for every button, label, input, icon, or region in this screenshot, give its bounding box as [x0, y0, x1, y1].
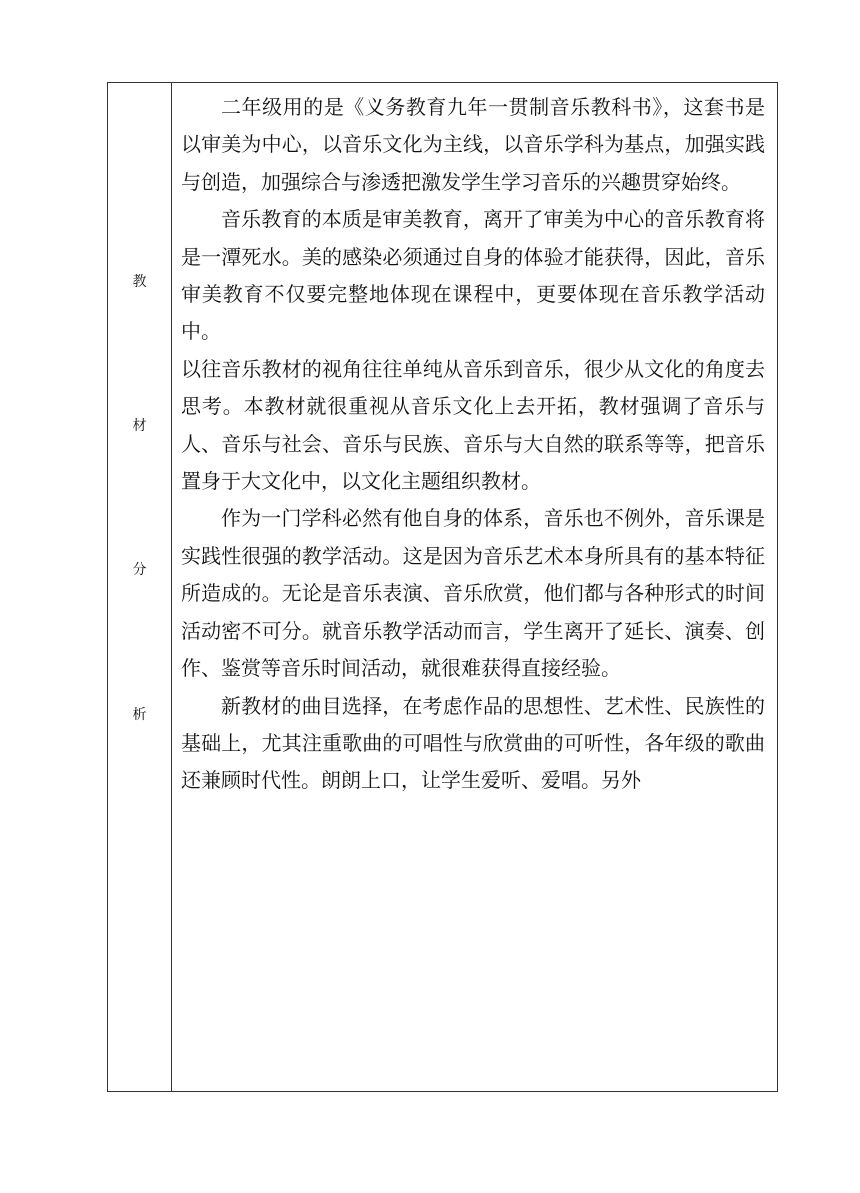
content-cell [172, 83, 777, 1091]
section-label-cell [108, 83, 172, 1091]
section-label-char: 分 [132, 562, 147, 578]
section-label-char: 教 [132, 274, 147, 290]
analysis-table [107, 82, 778, 1092]
paragraph: 以往音乐教材的视角往往单纯从音乐到音乐，很少从文化的角度去思考。本教材就很重视从音乐文化上去开拓，教材强调了音乐与人、音乐与社会、音乐与民族、音乐与大自然的联系等等，把音乐置身于大文化中，以文化主题组织教材。 [181, 356, 765, 494]
paragraph: 新教材的曲目选择，在考虑作品的思想性、艺术性、民族性的基础上，尤其注重歌曲的可唱性与欣赏曲的可听性，各年级的歌曲还兼顾时代性。朗朗上口，让学生爱听、爱唱。另外 [181, 693, 765, 793]
section-label-char: 材 [132, 418, 147, 434]
paragraph: 二年级用的是《义务教育九年一贯制音乐教科书》，这套书是以审美为中心，以音乐文化为主线，以音乐学科为基点，加强实践与创造，加强综合与渗透把激发学生学习音乐的兴趣贯穿始终。 [181, 95, 765, 194]
paragraph: 作为一门学科必然有他自身的体系，音乐也不例外，音乐课是实践性很强的教学活动。这是因为音乐艺术本身所具有的基本特征所造成的。无论是音乐表演、音乐欣赏，他们都与各种形式的时间活动密不可分。就音乐教学活动而言，学生离开了延长、演奏、创作、鉴赏等音乐时间活动，就很难获得直接经验。 [181, 506, 765, 681]
section-label-char: 析 [132, 707, 147, 723]
paragraph: 音乐教育的本质是审美教育，离开了审美为中心的音乐教育将是一潭死水。美的感染必须通过自身的体验才能获得，因此，音乐审美教育不仅要完整地体现在课程中，更要体现在音乐教学活动中。 [181, 207, 765, 344]
